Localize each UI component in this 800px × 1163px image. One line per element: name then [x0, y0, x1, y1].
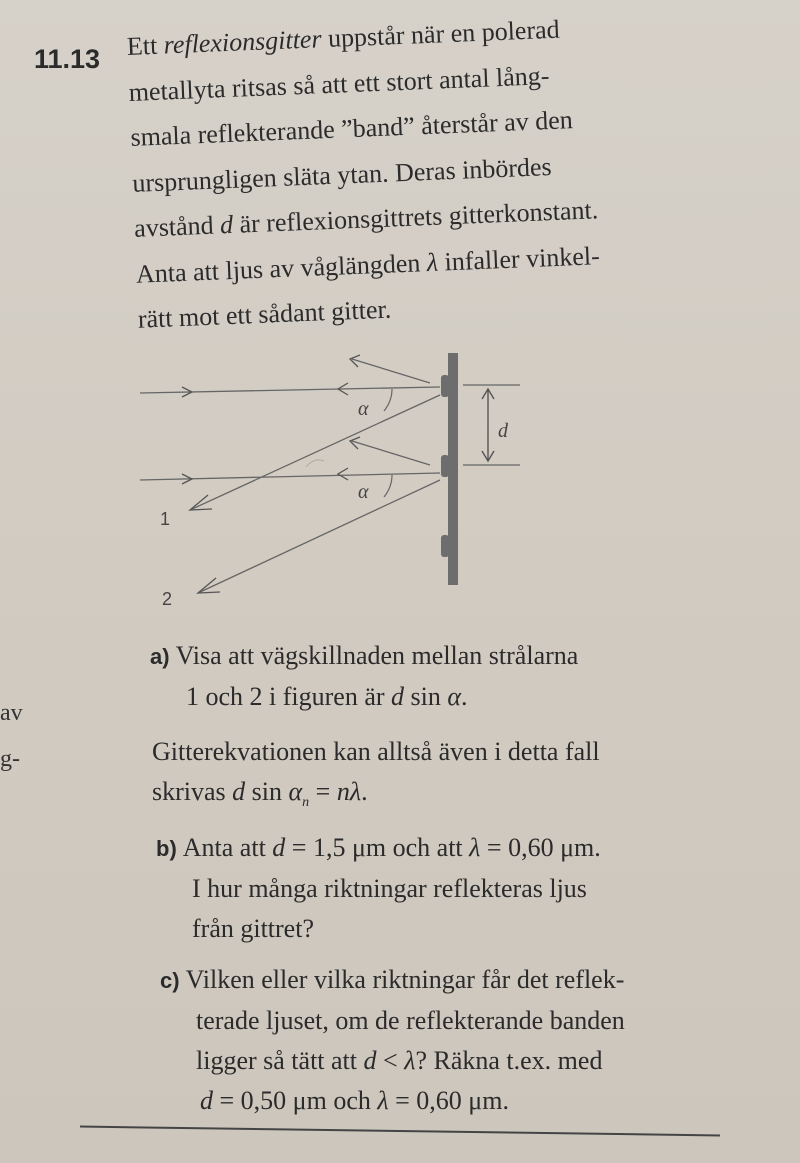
- alpha-arc-upper: [384, 389, 392, 411]
- intro-line: rätt mot ett sådant gitter.: [137, 294, 392, 334]
- alpha-label-upper: α: [358, 398, 369, 420]
- ray-2-label: 2: [162, 589, 173, 609]
- problem-number: 11.13: [34, 44, 101, 74]
- reflected-ray-2: [198, 480, 440, 593]
- reflection-grating-figure: [130, 345, 530, 615]
- part-b-line3: från gittret?: [192, 914, 314, 943]
- incident-ray-2: [140, 473, 440, 480]
- part-b-label: b): [156, 836, 177, 861]
- reflected-ray-1: [190, 395, 440, 510]
- part-a-label: a): [150, 644, 170, 669]
- intro-line: metallyta ritsas så att ett stort antal lång-: [128, 60, 550, 107]
- grating-equation-text: Gitterekvationen kan alltså även i detta fall skrivas d $\sin \alpha_n = n\lambda$.: [152, 732, 600, 823]
- grating-eq-line1: Gitterekvationen kan alltså även i detta fall: [152, 737, 600, 766]
- intro-line: avstånd d är reflexionsgittrets gitterkonstant.: [133, 195, 599, 243]
- margin-fragment-2: g-: [0, 746, 20, 772]
- intro-line: Anta att ljus av våglängden λ infaller vinkel-: [135, 240, 601, 289]
- intro-line: ursprungligen släta ytan. Deras inbördes: [131, 151, 553, 198]
- grating-ridges: [441, 375, 449, 557]
- d-label: d: [498, 420, 508, 442]
- alpha-arc-lower: [384, 475, 392, 497]
- intro-line: Ett reflexionsgitter uppstår när en polerad: [126, 14, 561, 61]
- part-c-label: c): [160, 968, 180, 993]
- part-c-line2: terade ljuset, om de reflekterande banden: [196, 1006, 625, 1035]
- problem-intro: [126, 0, 738, 342]
- part-a: a) Visa att vägskillnaden mellan strålarna 1 och 2 i figuren är d sin α.: [150, 641, 579, 711]
- part-b-line2: I hur många riktningar reflekteras ljus: [192, 874, 587, 903]
- margin-fragment-1: av: [0, 700, 23, 726]
- alpha-label-lower: α: [358, 481, 369, 503]
- ray-1-label: 1: [160, 509, 171, 529]
- grating-plate: [448, 353, 458, 585]
- bottom-rule: [80, 1126, 720, 1137]
- part-b: b) Anta att d = 1,5 μm och att λ = 0,60 μm. I hur många riktningar reflekteras ljus från gittret?: [156, 828, 601, 949]
- part-a-line1: Visa att vägskillnaden mellan strålarna: [175, 641, 579, 670]
- intro-line: smala reflekterande ”band” återstår av den: [129, 105, 574, 152]
- part-c: c) Vilken eller vilka riktningar får det reflek- terade ljuset, om de reflekterande banden ligger så tätt att d < λ? Räkna t.ex. med d = 0,50 μm och λ = 0,60 μm.: [160, 965, 625, 1115]
